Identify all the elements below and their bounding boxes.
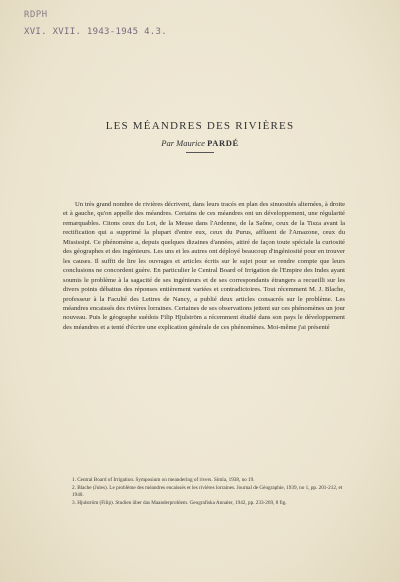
footnote-1: 1. Central Board of Irrigation. Symposium on meandering of rivers. Simla, 1938, no 19.: [72, 477, 255, 483]
archive-stamp: RDPH: [23, 9, 48, 21]
body-paragraph: Un très grand nombre de rivières décrivent, dans leurs tracés en plan des sinuosités alternées, à droite et à gauche, qu'on appelle des méandres. Certains de ces méandres ont un développement, une régularité remarquables. Citons ceux du Lot, de la Meuse dans l'Ardenne, de la Saône, ceux de la Tisza avant la rectification qui a supprimé la plupart d'entre eux, ceux du Purus, affluent de l'Amazone, ceux du Mississipi. Ce phénomène a, depuis quelques dizaines d'années, attiré de façon toute spéciale la curiosité des géographes et des ingénieurs. Les uns et les autres ont déployé beaucoup d'ingéniosité pour en trouver les causes. Il suffit de lire les ouvrages et articles écrits sur le sujet pour se rendre compte que leurs conclusions ne concordent guère. En particulier le Central Board of Irrigation de l'Empire des Indes ayant soumis le problème à la sagacité de ses ingénieurs et de ses correspondants étrangers a recueilli sur les divers points débattus des réponses entièrement variées et contradictoires. Tout récemment M. J. Blache, professeur à la Faculté des Lettres de Nancy, a publié deux articles consacrés sur le problème. Les méandres encaissés des rivières lorraines. Certaines de ses observations jettent sur ces phénomènes un jour nouveau. Puis le géographe suédois Filip Hjulström a récemment étudié dans son pays le développement des méandres et a tenté d'écrire une explication générale de ces phénomènes. Moi-même j'ai présenté: [63, 201, 345, 331]
title-divider: [186, 152, 214, 153]
author-name: PARDÉ: [207, 138, 239, 148]
footnotes: [72, 477, 344, 507]
handwritten-reference: XVI. XVII. 1943-1945 4.3.: [24, 27, 167, 37]
article-body: [63, 200, 345, 332]
author-line: [0, 138, 400, 148]
author-prefix: Par Maurice: [161, 138, 205, 148]
footnote-3: 3. Hjulström (Filip). Studien über das Maanderproblem. Geografiska Annaler, 1942, pp. 233-269, 8 fig.: [72, 499, 287, 506]
article-title: LES MÉANDRES DES RIVIÈRES: [105, 120, 295, 132]
footnote-2: 2. Blache (Jules). Le problème des méandres encaissés et les rivières lorraines. Journal de Géographie, 1939, no 1, pp. 201-212, et 1940.: [72, 484, 343, 499]
